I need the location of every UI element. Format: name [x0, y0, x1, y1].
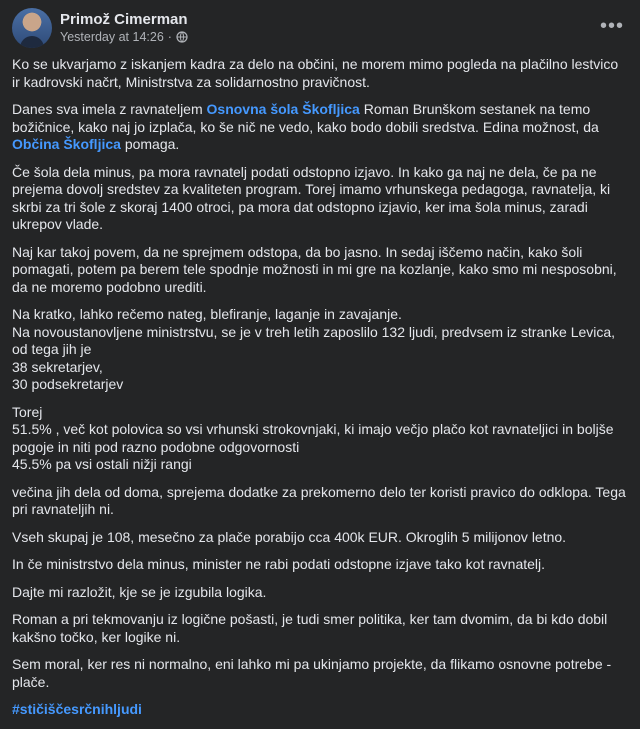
paragraph-9: In če ministrstvo dela minus, minister ne rabi podati odstopne izjave tako kot ravnatelj. [12, 556, 546, 572]
post-header [12, 8, 628, 48]
paragraph-2 [12, 101, 628, 154]
text-span: Roman Brunškom sestanek na temo božičnice, kako naj jo izplača, ko še nič ne vedo, kako bodo dobili sredstva. Edina možnost, da [12, 101, 599, 135]
post-body [12, 56, 628, 729]
page-link-school[interactable]: Osnovna šola Škofljica [206, 101, 360, 117]
paragraph-12: Sem moral, ker res ni normalno, eni lahko mi pa ukinjamo projekte, da flikamo osnovne potrebe - plače. [12, 656, 612, 690]
paragraph-6: Torej 51.5% , več kot polovica so vsi vrhunski strokovnjaki, ki imajo večjo plačo kot ravnateljici in boljše pogoje in niti pod razno podobne odgovornosti 45.5% pa vsi ostali nižji rangi [12, 403, 614, 472]
paragraph-11: Roman a pri tekmovanju iz logične pošasti, je tudi smer politika, ker tam dvomim, da bi kdo dobil kakšno točko, ker logike ni. [12, 611, 608, 645]
more-options-icon[interactable]: ••• [599, 14, 624, 37]
paragraph-5: Na kratko, lahko rečemo nateg, blefiranje, laganje in zavajanje. Na novoustanovljene ministrstvu, se je v treh letih zaposlilo 132 ljudi, predvsem iz stranke Levica, od tega jih je 38 sekretarjev, 30 podsekretarjev [12, 306, 616, 392]
text-span: Danes sva imela z ravnateljem [12, 101, 207, 117]
paragraph-1: Ko se ukvarjamo z iskanjem kadra za delo na občini, ne morem mimo pogleda na plačilno lestvico ir kadrovski načrt, Ministrstva za solidarnostno pravičnost. [12, 56, 619, 90]
hashtag-link[interactable]: #stičiščesrčnihljudi [12, 701, 142, 717]
post-timestamp[interactable]: Yesterday at 14:26 [60, 30, 164, 44]
paragraph-7: večina jih dela od doma, sprejema dodatke za prekomerno delo ter koristi pravico do odklopa. Tega pri ravnateljih ni. [12, 483, 626, 517]
author-avatar[interactable] [12, 8, 52, 48]
post-meta [60, 30, 188, 44]
paragraph-8: Vseh skupaj je 108, mesečno za plače porabijo cca 400k EUR. Okroglih 5 milijonov letno. [12, 528, 567, 545]
paragraph-4: Naj kar takoj povem, da ne sprejmem odstopa, da bo jasno. In sedaj iščemo način, kako šoli pomagati, potem pa berem tele spodnje možnosti in mi gre na kozlanje, kako smo mi nesposobni, da ne moremo podobno urediti. [12, 243, 617, 295]
author-name[interactable]: Primož Cimerman [60, 11, 188, 28]
paragraph-10: Dajte mi razložit, kje se je izgubila logika. [12, 583, 267, 600]
paragraph-3: Če šola dela minus, pa mora ravnatelj podati odstopno izjavo. In kako ga naj ne dela, če pa ne prejema dovolj sredstev za kvaliteten program. Torej imamo vrhunskega pedagoga, ravnatelja, ki skrbi za tri šole z skoraj 1400 otroci, pa mora dat odstopno izjavio, ker ima šola minus, zaradi ukrepov vlade. [12, 163, 611, 232]
meta-separator: · [167, 30, 172, 44]
globe-icon[interactable] [176, 31, 188, 43]
text-span: pomaga. [120, 136, 180, 152]
page-link-municipality[interactable]: Občina Škofljica [12, 136, 121, 152]
